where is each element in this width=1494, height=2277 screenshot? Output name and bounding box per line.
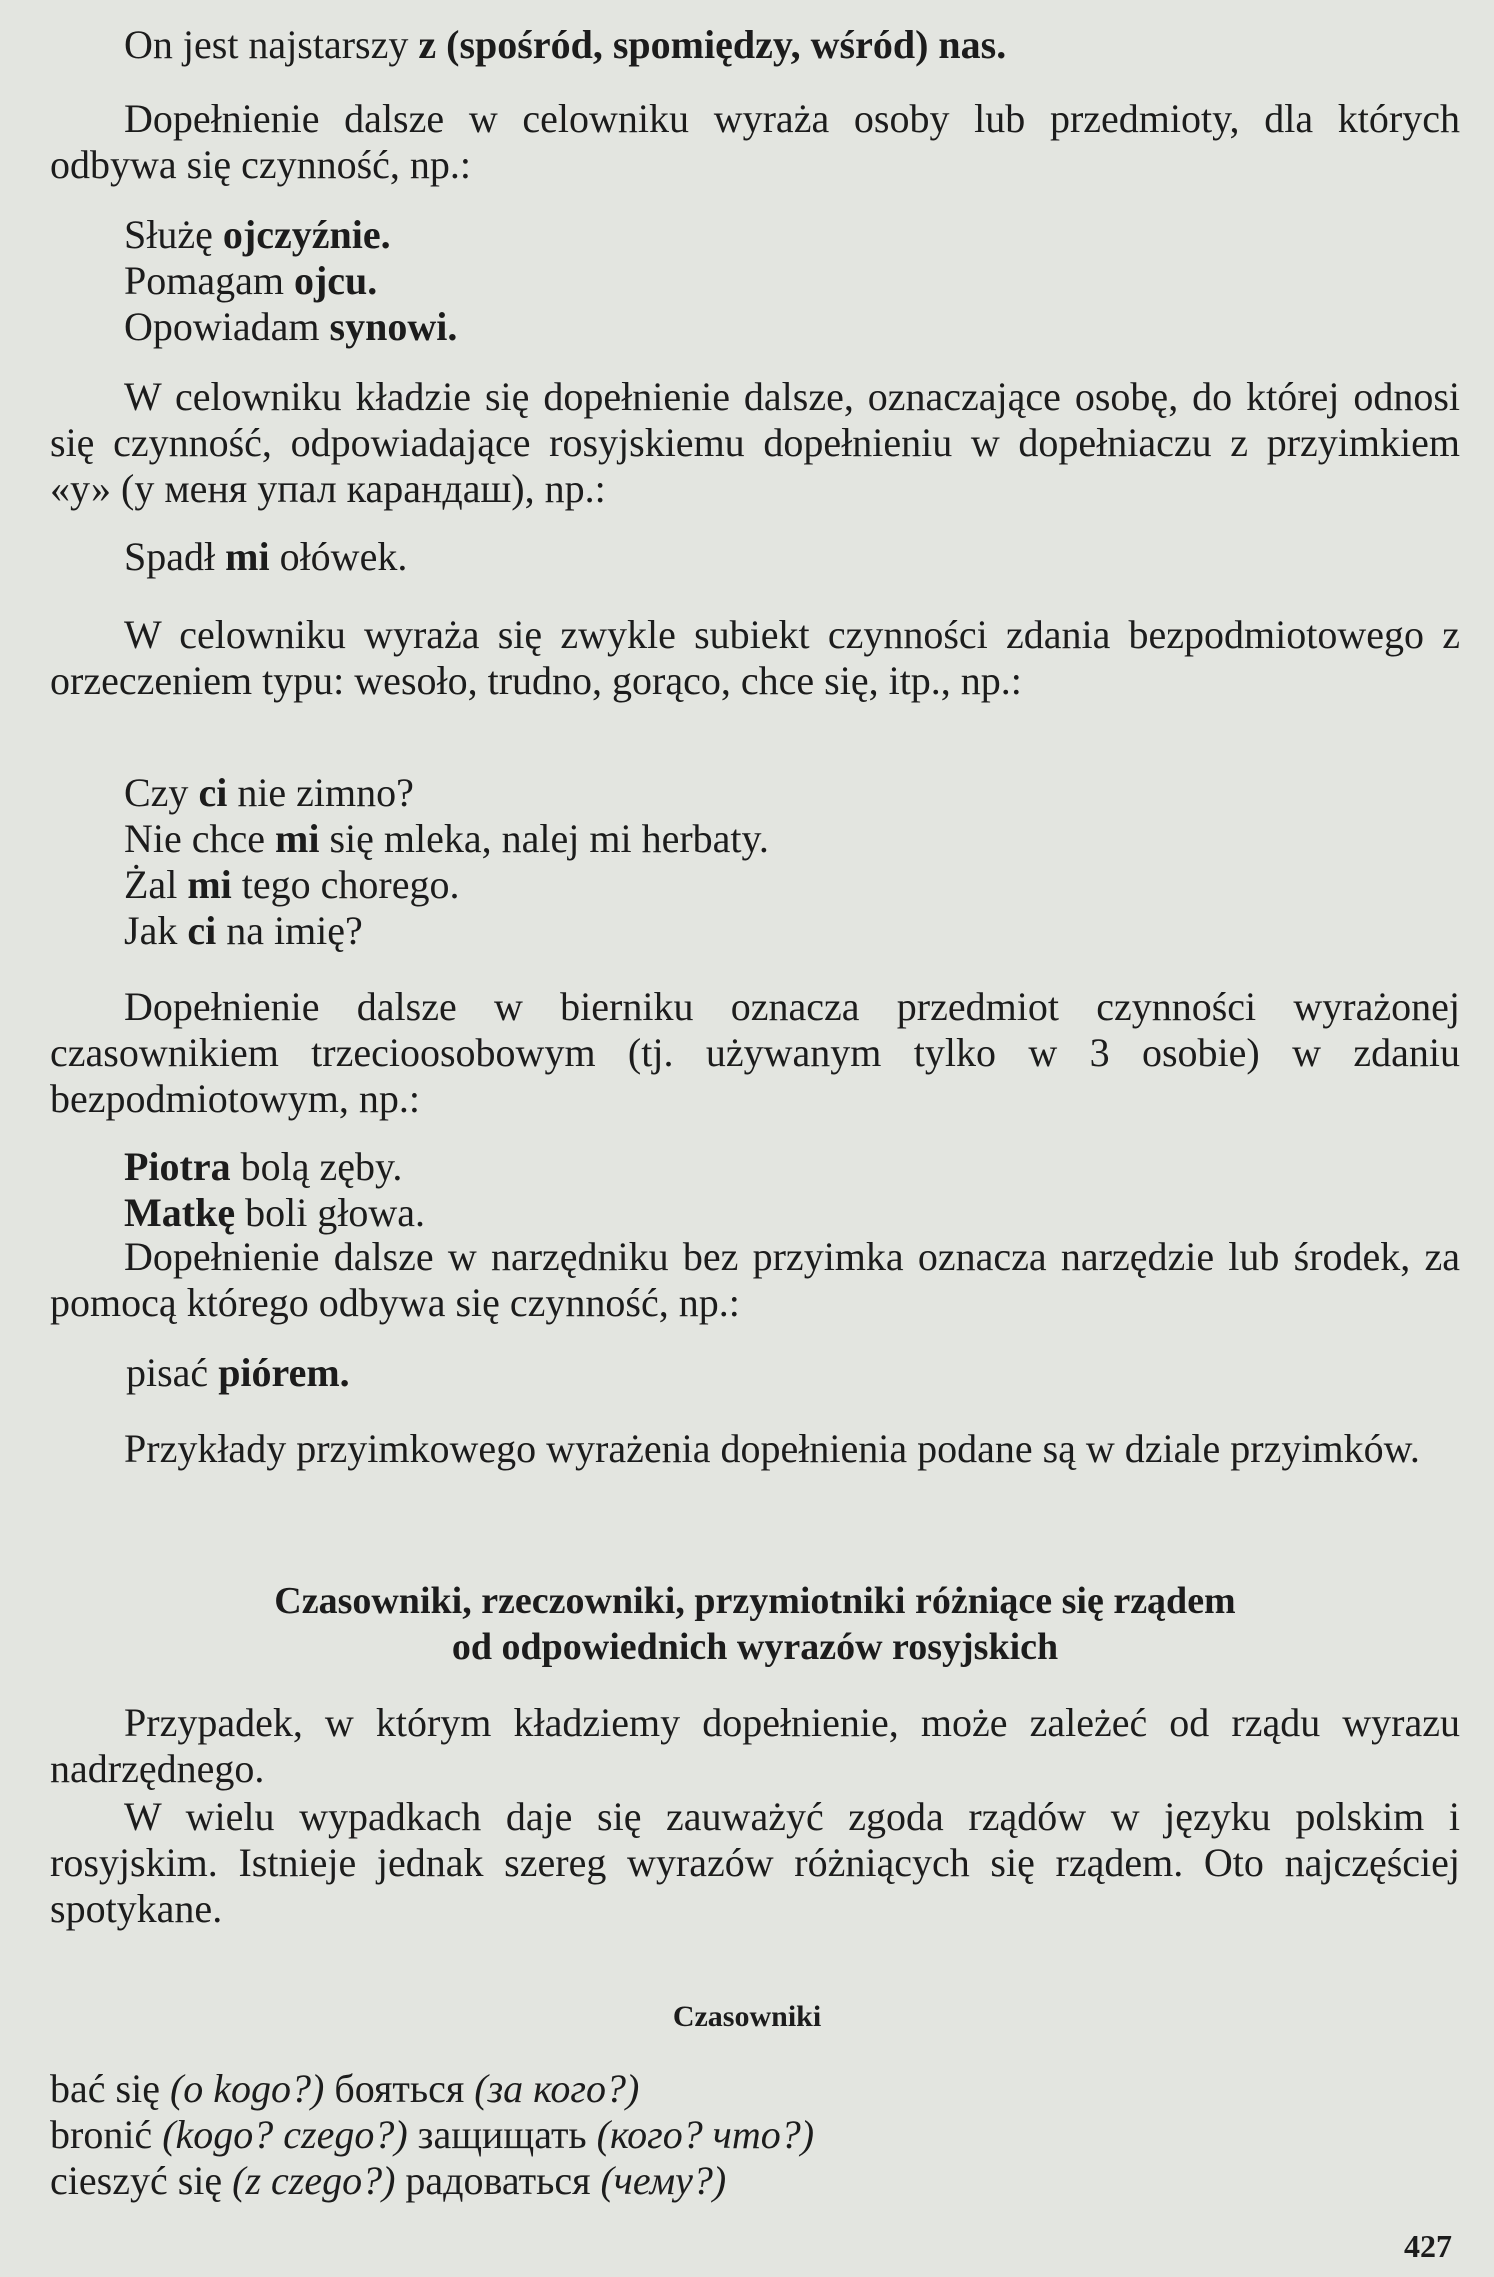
example-line: Nie chce mi się mleka, nalej mi herbaty. [124, 816, 769, 861]
example-line: Czy ci nie zimno? [124, 770, 414, 815]
example-line: Pomagam ojcu. [124, 258, 378, 303]
example-line: Opowiadam synowi. [124, 304, 458, 349]
paragraph-prepositions [50, 1426, 1460, 1472]
paragraph-text: Dopełnienie dalsze w narzędniku bez przyimka oznacza narzędzie lub środek, za pomocą którego odbywa się czynność, np.: [50, 1234, 1460, 1325]
paragraph-text: W wielu wypadkach daje się zauważyć zgoda rządów w języku polskim i rosyjskim. Istnieje jednak szereg wyrazów różniących się rządem. Oto najczęściej spotykane. [50, 1794, 1460, 1931]
paragraph-text: Dopełnienie dalsze w celowniku wyraża osoby lub przedmioty, dla których odbywa się czynność, np.: [50, 96, 1460, 187]
example-2 [50, 534, 1460, 580]
intro-bold: z (spośród, spomiędzy, wśród) nas. [418, 22, 1007, 67]
example-line: Żal mi tego chorego. [124, 862, 460, 907]
paragraph-instrumental [50, 1234, 1460, 1326]
heading-line-1: Czasowniki, rzeczowniki, przymiotniki różniące się rządem [274, 1580, 1236, 1622]
example-line: Jak ci na imię? [124, 908, 363, 953]
paragraph-subject-dative [50, 612, 1460, 704]
heading-line-2: od odpowiednich wyrazów rosyjskich [451, 1626, 1059, 1668]
example-line: Służę ojczyźnie. [124, 212, 391, 257]
paragraph-text: Przykłady przyimkowego wyrażenia dopełnienia podane są w dziale przyimków. [124, 1426, 1420, 1471]
paragraph-dative-person [50, 374, 1460, 512]
section-paragraph-1 [50, 1700, 1460, 1792]
verb-entry: bronić (kogo? czego?) защищать (кого? что?) [50, 2112, 815, 2157]
paragraph-dative-objects [50, 96, 1460, 188]
verb-entry: bać się (o kogo?) бояться (за кого?) [50, 2066, 640, 2111]
example-list-3 [50, 770, 1460, 954]
paragraph-text: Dopełnienie dalsze w bierniku oznacza przedmiot czynności wyrażonej czasownikiem trzecioosobowym (tj. używanym tylko w 3 osobie) w zdaniu bezpodmiotowym, np.: [50, 984, 1460, 1121]
example-list-4 [50, 1144, 1460, 1236]
subheading-verbs: Czasowniki [672, 2000, 822, 2033]
example-line: Matkę boli głowa. [124, 1190, 426, 1235]
verb-entry: cieszyć się (z czego?) радоваться (чему?) [50, 2158, 727, 2203]
section-paragraph-2 [50, 1794, 1460, 1932]
verb-list [50, 2066, 814, 2204]
paragraph-text: W celowniku wyraża się zwykle subiekt czynności zdania bezpodmiotowego z orzeczeniem typu: wesoło, trudno, gorąco, chce się, itp., np.: [50, 612, 1460, 703]
paragraph-text: W celowniku kładzie się dopełnienie dalsze, oznaczające osobę, do której odnosi się czynność, odpowiadające rosyjskiemu dopełnieniu w dopełniaczu z przyimkiem «у» (у меня упал карандаш), np.: [50, 374, 1460, 511]
intro-text: On jest najstarszy [124, 22, 419, 67]
page-number: 427 [1404, 2228, 1452, 2264]
section-heading [50, 1578, 1460, 1670]
example-list-1 [50, 212, 1460, 350]
paragraph-accusative [50, 984, 1460, 1122]
intro-line [50, 22, 1460, 68]
example-line: Spadł mi ołówek. [124, 534, 408, 579]
example-line: pisać piórem. [126, 1350, 350, 1395]
example-line: Piotra bolą zęby. [124, 1144, 403, 1189]
paragraph-text: Przypadek, w którym kładziemy dopełnienie, może zależeć od rządu wyrazu nadrzędnego. [50, 1700, 1460, 1791]
example-5 [50, 1350, 1460, 1396]
